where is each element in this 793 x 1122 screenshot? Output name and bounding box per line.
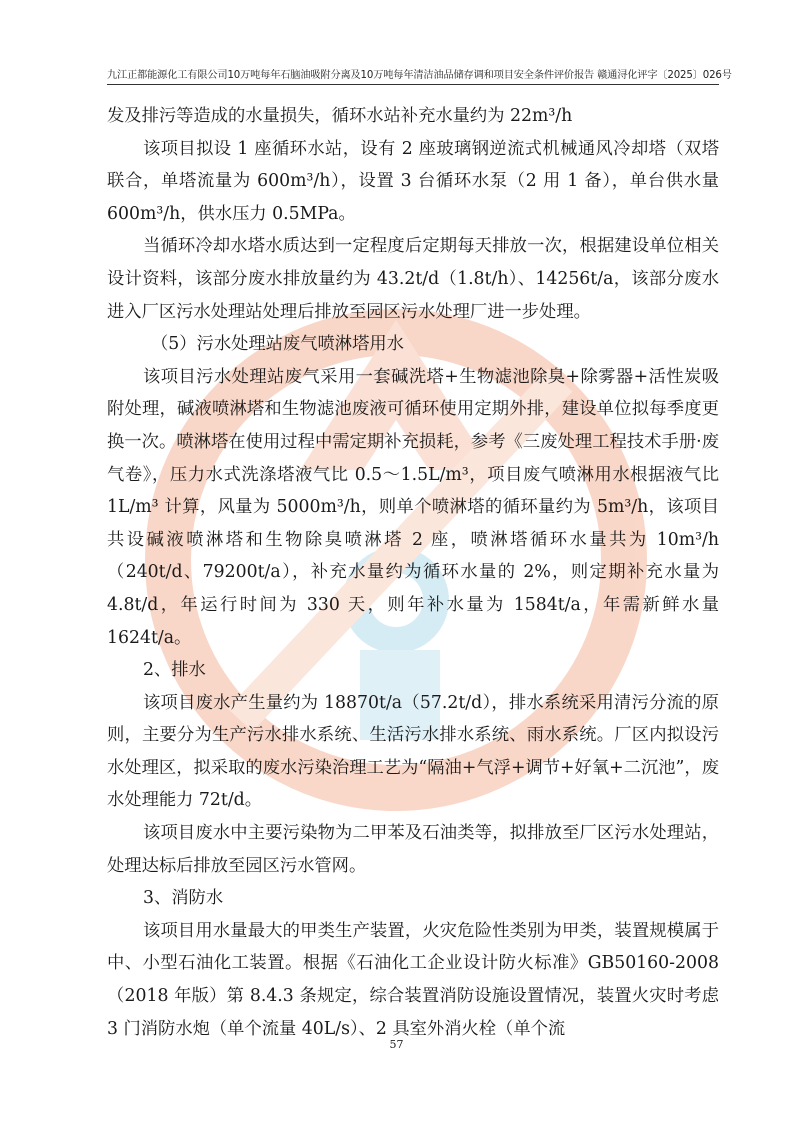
page-header: 九江正都能源化工有限公司10万吨每年石脑油吸附分离及10万吨每年清洁油品储存调和项目安全条件评价报告 赣通浔化评字〔2025〕026号 [107,70,732,81]
paragraph: 该项目废水产生量约为 18870t/a（57.2t/d），排水系统采用清污分流的原则，主要分为生产污水排水系统、生活污水排水系统、雨水系统。厂区内拟设污水处理区，拟采取的废水污染治理工艺为“隔油+气浮+调节+好氧+二沉池”，废水处理能力 72t/d。 [107,692,719,811]
section-heading: （5）污水处理站废气喷淋塔用水 [151,334,404,355]
paragraph: 该项目废水中主要污染物为二甲苯及石油类等，拟排放至厂区污水处理站，处理达标后排放至园区污水管网。 [107,823,719,876]
page-number: 57 [389,1038,404,1051]
paragraph: 发及排污等造成的水量损失，循环水站补充水量约为 22m³/h [107,106,573,126]
section-heading: 2、排水 [143,660,206,681]
document-body [107,100,719,1045]
paragraph: 该项目用水量最大的甲类生产装置，火灾危险性类别为甲类，装置规模属于中、小型石油化工装置。根据《石油化工企业设计防火标准》GB50160-2008（2018 年版）第 8.4.3 条规定，综合装置消防设施设置情况，装置火灾时考虑 3 门消防水炮（单个流量 40L/s）、2 具室外消火栓（单个流 [107,920,719,1039]
paragraph: 该项目污水处理站废气采用一套碱洗塔+生物滤池除臭+除雾器+活性炭吸附处理，碱液喷淋塔和生物滤池废液可循环使用定期外排，建设单位拟每季度更换一次。喷淋塔在使用过程中需定期补充损耗，参考《三废处理工程技术手册·废气卷》，压力水式洗涤塔液气比 0.5～1.5L/m³，项目废气喷淋用水根据液气比 1L/m³ 计算，风量为 5000m³/h，则单个喷淋塔的循环量约为 5m³/h，该项目共设碱液喷淋塔和生物除臭喷淋塔 2 座，喷淋塔循环水量共为 10m³/h（240t/d、79200t/a），补充水量约为循环水量的 2%，则定期补充水量为 4.8t/d，年运行时间为 330 天，则年补水量为 1584t/a，年需新鲜水量 1624t/a。 [107,366,719,648]
section-heading: 3、消防水 [143,888,224,909]
paragraph: 该项目拟设 1 座循环水站，设有 2 座玻璃钢逆流式机械通风冷却塔（双塔联合，单塔流量为 600m³/h），设置 3 台循环水泵（2 用 1 备），单台供水量 600m³/h，供水压力 0.5MPa。 [107,138,719,224]
header-divider [107,84,719,85]
paragraph: 当循环冷却水塔水质达到一定程度后定期每天排放一次，根据建设单位相关设计资料，该部分废水排放量约为 43.2t/d（1.8t/h）、14256t/a，该部分废水进入厂区污水处理站处理后排放至园区污水处理厂进一步处理。 [107,236,719,322]
